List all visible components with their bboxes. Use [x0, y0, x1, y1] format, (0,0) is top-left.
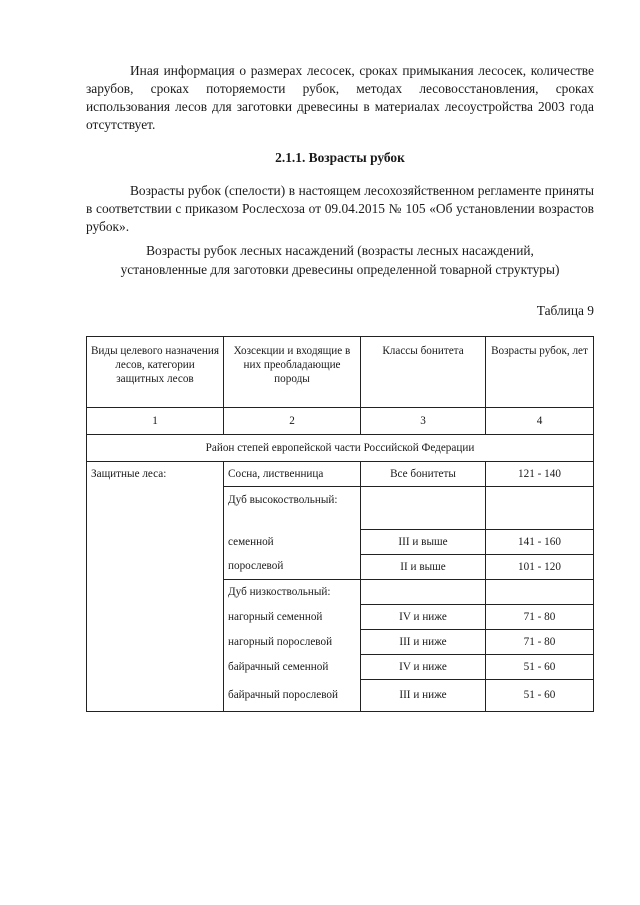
age-cell: 51 - 60 [486, 679, 594, 712]
bonitet-cell: II и выше [361, 554, 486, 579]
species-cell: нагорный порослевой [224, 629, 361, 654]
bonitet-cell: Все бонитеты [361, 462, 486, 487]
column-number: 3 [361, 408, 486, 435]
category-cell: Защитные леса: [87, 462, 224, 712]
table-row [87, 462, 594, 487]
bonitet-cell: III и ниже [361, 679, 486, 712]
bonitet-cell: III и выше [361, 529, 486, 554]
species-cell: Сосна, лиственница [224, 462, 361, 487]
table-label: Таблица 9 [536, 303, 594, 318]
intro-paragraph: Иная информация о размерах лесосек, сроках примыкания лесосек, количестве зарубов, сроках поторяемости рубок, методах лесовосстановления, сроках использования лесов для заготовки древесины в материалах лесоустройства 2003 года отсутствует. [86, 63, 594, 132]
section-paragraph: Возрасты рубок (спелости) в настоящем лесохозяйственном регламенте приняты в соответствии с приказом Рослесхоза от 09.04.2015 № 105 «Об установлении возрастов рубок». [86, 183, 594, 234]
species-cell: семенной [224, 529, 361, 554]
bonitet-cell: IV и ниже [361, 604, 486, 629]
age-cell [486, 579, 594, 604]
age-cell: 71 - 80 [486, 629, 594, 654]
table-caption-line2: установленные для заготовки древесины определенной товарной структуры) [120, 262, 560, 277]
species-cell: нагорный семенной [224, 604, 361, 629]
age-cell: 51 - 60 [486, 654, 594, 679]
species-cell: байрачный порослевой [224, 679, 361, 712]
age-cell [486, 487, 594, 530]
bonitet-cell [361, 487, 486, 530]
column-number: 1 [87, 408, 224, 435]
region-row [87, 435, 594, 462]
header-species: Хозсекции и входящие в них преобладающие породы [224, 337, 361, 408]
table-caption [86, 241, 594, 279]
header-purpose: Виды целевого назначения лесов, категории защитных лесов [87, 337, 224, 408]
species-cell: Дуб высокоствольный: [224, 487, 361, 530]
section-heading: 2.1.1. Возрасты рубок [275, 150, 405, 165]
age-cell: 121 - 140 [486, 462, 594, 487]
species-cell: порослевой [224, 554, 361, 579]
species-cell: байрачный семенной [224, 654, 361, 679]
column-number: 2 [224, 408, 361, 435]
header-bonitet: Классы бонитета [361, 337, 486, 408]
age-cell: 71 - 80 [486, 604, 594, 629]
cutting-ages-table [86, 336, 594, 712]
region-label: Район степей европейской части Российской Федерации [87, 435, 594, 462]
table-header-row [87, 337, 594, 408]
age-cell: 141 - 160 [486, 529, 594, 554]
age-cell: 101 - 120 [486, 554, 594, 579]
column-number: 4 [486, 408, 594, 435]
bonitet-cell: III и ниже [361, 629, 486, 654]
species-cell: Дуб низкоствольный: [224, 579, 361, 604]
column-number-row [87, 408, 594, 435]
bonitet-cell [361, 579, 486, 604]
bonitet-cell: IV и ниже [361, 654, 486, 679]
header-age: Возрасты рубок, лет [486, 337, 594, 408]
table-caption-line1: Возрасты рубок лесных насаждений (возрасты лесных насаждений, [146, 243, 534, 258]
